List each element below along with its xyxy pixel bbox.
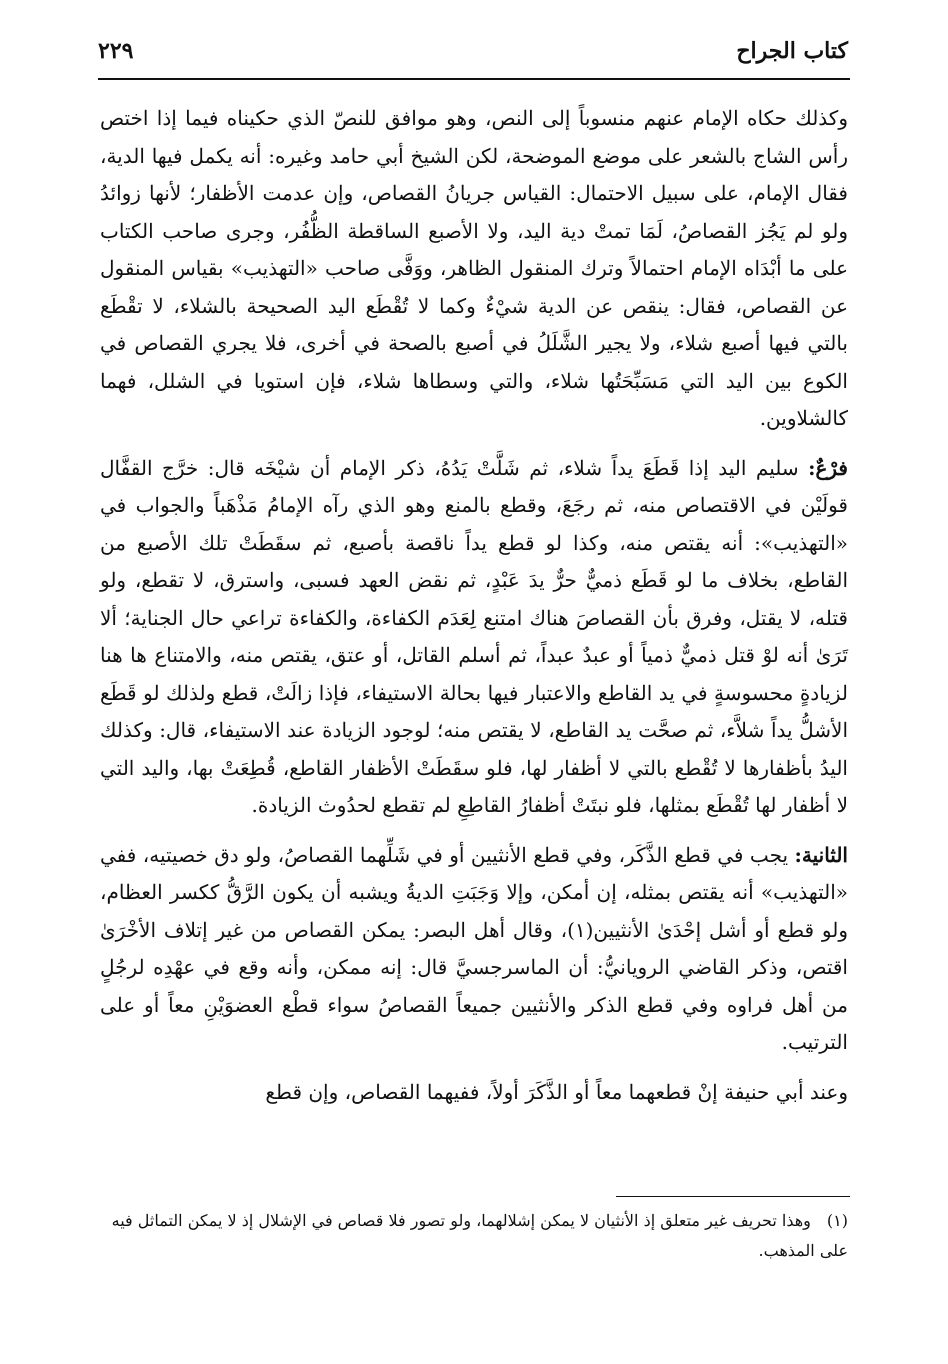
footnote	[100, 1206, 848, 1266]
paragraph-3-heading: الثانية:	[794, 842, 848, 867]
footnote-marker: (١)	[826, 1211, 848, 1230]
paragraph-3	[100, 837, 848, 1062]
running-title: كتاب الجراح	[736, 38, 848, 64]
main-text	[100, 100, 848, 1123]
paragraph-2-text: سليم اليد إذا قَطَعَ يداً شلاء، ثم شَلَّتْ يَدُهُ، ذكر الإمام أن شيْخَه قال: خرَّج القفَّال قولَيْن في الاقتصاص منه، ثم رجَعَ، وقطع بالمنع وهو الذي رآه الإمامُ مَذْهَباً والجواب في «التهذيب»: أنه يقتص منه، وكذا لو قطع يداً ناقصة بأصبع، ثم سقَطَتْ تلك الأصبع من القاطع، بخلاف ما لو قَطَع ذميٌّ حرٌّ يدَ عَبْدٍ، ثم نقض العهد فسبى، واسترق، لا تقطع، ولو قتله، لا يقتل، وفرق بأن القصاصَ هناك امتنع لِعَدَم الكفاءة، والكفاءة تراعي حال الجناية؛ ألا تَرَىٰ أنه لوْ قتل ذميٌّ ذمياً أو عبدٌ عبداً، ثم أسلم القاتل، أو عتق، يقتص منه، والامتناع ها هنا لزيادةٍ محسوسةٍ في يد القاطع والاعتبار فيها بحالة الاستيفاء، فإذا زالَتْ، قطع ولذلك لو قَطَع الأشلُّ يداً شلاَّء، ثم صحَّت يد القاطع، لا يقتص منه؛ لوجود الزيادة عند الاستيفاء، قال: وكذلك اليدُ بأظفارها لا تُقْطع بالتي لا أظفار لها، فلو سقَطَتْ الأظفار القاطع، قُطِعَتْ بها، واليد التي لا أظفار لها تُقْطَع بمثلها، فلو نبتَتْ أظفارُ القاطِعِ لم تقطع لحدُوث الزيادة.	[100, 455, 849, 817]
paragraph-3-text: يجب في قطع الذَّكَر، وفي قطع الأنثيين أو في شَلِّهما القصاصُ، ولو دق خصيتيه، ففي «التهذيب» أنه يقتص بمثله، إن أمكن، وإلا وَجَبَتِ الديةُ ويشبه أن يكون الرَّقُّ ككسر العظام، ولو قطع أو أشل إحْدَىٰ الأنثيين(١)، وقال أهل البصر: يمكن القصاص من غير إتلاف الأخْرَىٰ اقتص، وذكر القاضي الرويانيُّ: أن الماسرجسيَّ قال: إنه ممكن، وأنه وقع في عهْدِه لرجُلٍ من أهل فراوه وفي قطع الذكر والأنثيين جميعاً القصاصُ سواء قطْع العضوَيْنِ معاً أو على الترتيب.	[100, 842, 848, 1054]
paragraph-2-heading: فرْعٌ:	[808, 455, 848, 480]
paragraph-2	[100, 450, 848, 825]
page-number: ٢٢٩	[98, 38, 134, 64]
paragraph-4-text: وعند أبي حنيفة إنْ قطعهما معاً أو الذَّكَرَ أولاً، ففيهما القصاص، وإن قطع	[265, 1079, 848, 1104]
running-header	[98, 36, 848, 76]
footnote-divider	[616, 1196, 850, 1197]
paragraph-1-text: وكذلك حكاه الإمام عنهم منسوباً إلى النص، وهو موافق للنصّ الذي حكيناه فيما إذا اختص رأس الشاج بالشعر على موضع الموضحة، لكن الشيخ أبي حامد وغيره: أنه يكمل فيها الدية، فقال الإمام، على سبيل الاحتمال: القياس جريانُ القصاص، وإن عدمت الأظفار؛ لأنها زوائدُ ولو لم يَجُز القصاصُ، لَمَا تمتْ دية اليد، ولا الأصبع الساقطة الظُّفُر، وجرى صاحب الكتاب على ما أبْدَاه الإمام احتمالاً وترك المنقول الظاهر، ووَفَّى صاحب «التهذيب» بقياس المنقول عن القصاص، فقال: ينقص عن الدية شيْءٌ وكما لا تُقْطَع اليد الصحيحة بالشلاء، لا تقْطَع بالتي فيها أصبع شلاء، ولا يجير الشَّلَلُ في أصبع بالصحة في أخرى، فلا يجري القصاص في الكوع بين اليد التي مَسَبِّحَتُها شلاء، والتي وسطاها شلاء، فإن استويا في الشلل، فهما كالشلاوين.	[100, 106, 848, 430]
header-divider	[98, 78, 850, 80]
paragraph-4	[100, 1074, 848, 1112]
paragraph-1	[100, 100, 848, 438]
footnote-text: وهذا تحريف غير متعلق إذ الأنثيان لا يمكن إشلالهما، ولو تصور فلا قصاص في الإشلال إذ لا يمكن التماثل فيه على المذهب.	[111, 1211, 848, 1260]
